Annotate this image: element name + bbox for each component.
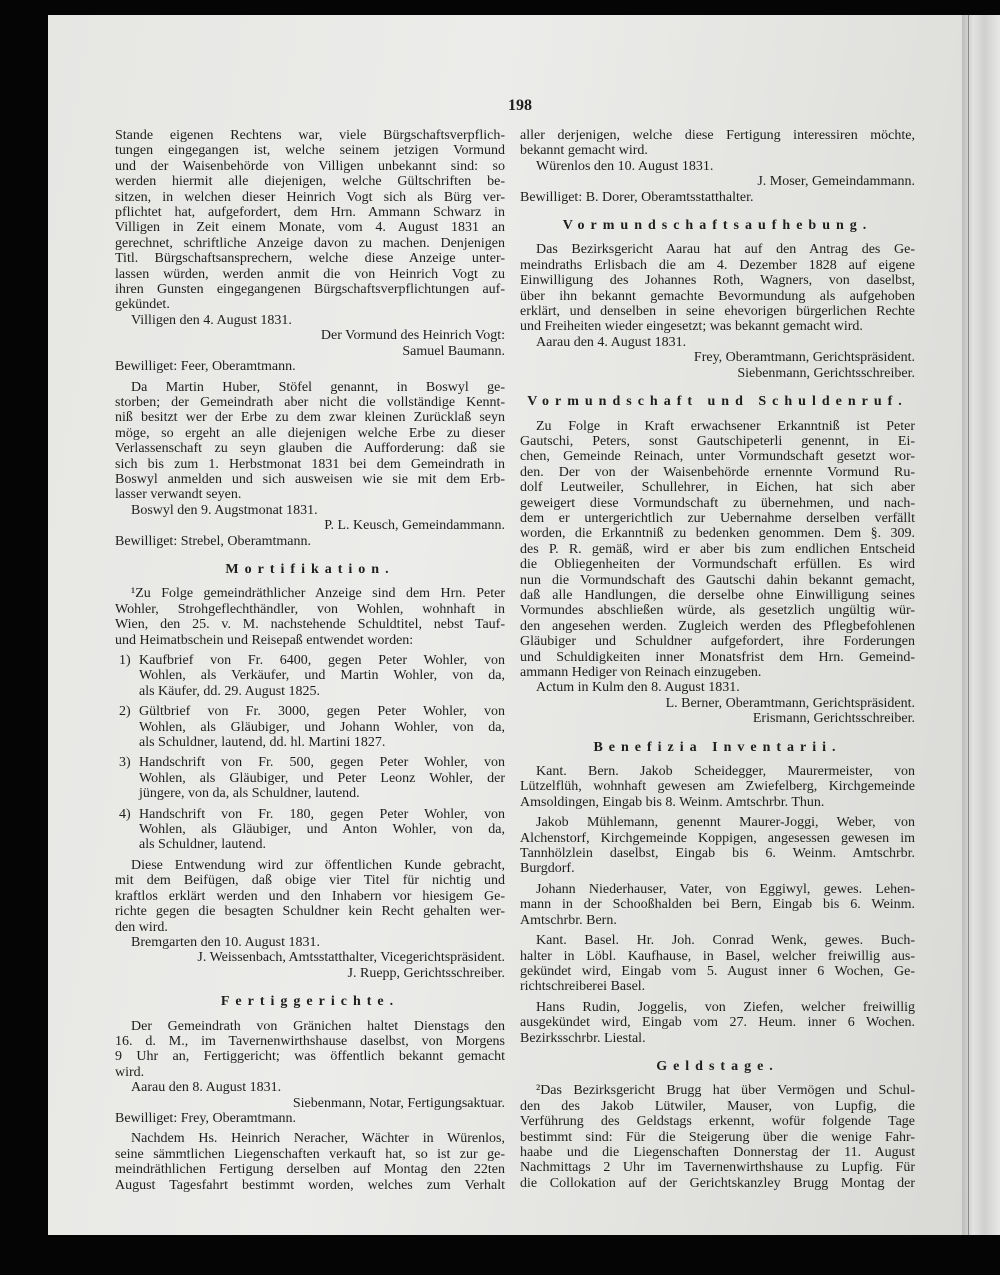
paragraph bbox=[520, 1083, 915, 1191]
signature-block bbox=[520, 174, 915, 189]
text-line: Lützelflüh, wohnhaft gewesen am Zwiefelberg, Kirchgemeinde bbox=[520, 779, 915, 795]
paragraph bbox=[115, 1019, 505, 1081]
text-line: Hans Rudin, Joggelis, von Ziefen, welcher freiwillig bbox=[536, 999, 915, 1015]
text-line: J. Ruepp, Gerichtsschreiber. bbox=[347, 965, 505, 981]
text-line: Vormundes abschließen würde, als gesetzlich ungültig wür- bbox=[520, 603, 915, 619]
text-line: Bremgarten den 10. August 1831. bbox=[131, 934, 320, 950]
text-line: J. Moser, Gemeindammann. bbox=[757, 174, 915, 190]
text-line: möge, so ergeht an alle diejenigen welche Erbe zu dieser bbox=[115, 425, 505, 441]
text-line: Samuel Baumann. bbox=[402, 343, 505, 359]
text-line: geweigert diese Vormundschaft zu übernehmen, und nach- bbox=[520, 495, 915, 511]
text-line: P. L. Keusch, Gemeindammann. bbox=[324, 518, 505, 534]
section-heading bbox=[520, 1059, 915, 1074]
text-line: Handschrift von Fr. 500, gegen Peter Wohler, von bbox=[139, 755, 505, 771]
item-number: 1) bbox=[119, 653, 131, 668]
text-line: Diese Entwendung wird zur öffentlichen Kunde gebracht, bbox=[131, 857, 505, 873]
text-line: haabe und die Liegenschaften Donnerstag der 11. August bbox=[520, 1144, 915, 1160]
text-line: Wohlen, als Gläubiger, und Peter Leonz Wohler, der bbox=[139, 770, 505, 786]
list-item bbox=[115, 653, 505, 699]
text-line: Villigen den 4. August 1831. bbox=[131, 312, 292, 328]
text-line: mann in der Schooßhalden bei Bern, Eingab bis 6. Weinm. bbox=[520, 897, 915, 913]
heading-text: Vormundschaft und Schuldenruf. bbox=[527, 394, 908, 410]
text-line: pflichtet hat, aufgefordert, dem Hrn. Ammann Schwarz in bbox=[115, 205, 505, 221]
text-line: Burgdorf. bbox=[520, 861, 575, 877]
paragraph bbox=[115, 380, 505, 503]
text-line: mit dem Beifügen, daß obige vier Titel für nichtig und bbox=[115, 873, 505, 889]
text-line: Da Martin Huber, Stöfel genannt, in Boswyl ge- bbox=[131, 379, 505, 395]
text-line: Amtschrbr. Bern. bbox=[520, 912, 617, 928]
text-line: Nachdem Hs. Heinrich Neracher, Wächter in Würenlos, bbox=[131, 1131, 505, 1147]
text-line: lasser verwandt seyen. bbox=[115, 487, 242, 503]
text-line: meindräthlichen Fertigung derselben auf Montag den 22ten bbox=[115, 1162, 505, 1178]
heading-text: Geldstage. bbox=[656, 1058, 779, 1074]
text-line: storben; der Gemeindrath aber nicht die vollständige Kennt- bbox=[115, 394, 505, 410]
text-line: Aarau den 8. August 1831. bbox=[131, 1080, 282, 1096]
text-line: Einwilligung des Johannes Roth, Wagners, von daselbst, bbox=[520, 273, 915, 289]
signature-block bbox=[115, 950, 505, 981]
text-line: Kant. Bern. Jakob Scheidegger, Maurermeister, von bbox=[536, 764, 915, 780]
section-heading bbox=[520, 394, 915, 409]
text-line: 16. d. M., im Tavernenwirthshause daselbst, von Morgens bbox=[115, 1033, 505, 1049]
paragraph bbox=[115, 534, 505, 549]
list-item bbox=[115, 704, 505, 750]
text-line: Bezirksschrbr. Liestal. bbox=[520, 1030, 646, 1046]
text-line: und Heimatbschein und Reisepaß entwendet worden: bbox=[115, 632, 414, 648]
text-line: L. Berner, Oberamtmann, Gerichtspräsident. bbox=[665, 695, 915, 711]
text-line: als Schuldner, lautend, dd. hl. Martini 1827. bbox=[139, 735, 386, 751]
text-line: den des Jakob Lütwiler, Mauser, von Lupfig, die bbox=[520, 1098, 915, 1114]
text-line: meindraths Erlisbach die am 4. Dezember 1828 auf eigene bbox=[520, 257, 915, 273]
text-line: J. Weissenbach, Amtsstatthalter, Vicegerichtspräsident. bbox=[197, 950, 505, 966]
text-line: Actum in Kulm den 8. August 1831. bbox=[536, 680, 740, 696]
text-line: Erismann, Gerichtsschreiber. bbox=[752, 711, 915, 727]
item-number: 3) bbox=[119, 755, 131, 771]
text-line: Wohler, Strohgeflechthändler, von Wohlen, wohnhaft in bbox=[115, 601, 505, 617]
text-line: den wird. bbox=[115, 919, 168, 935]
text-line: nun die Vormundschaft des Gautschi dahin bekannt gemacht, bbox=[520, 572, 915, 588]
signature-block bbox=[520, 696, 915, 727]
text-line: Siebenmann, Gerichtsschreiber. bbox=[737, 365, 915, 381]
text-line: Villigen in Zeit einem Monate, vom 4. August 1831 an bbox=[115, 220, 505, 236]
text-line: Verlassenschaft zu seyn glauben die Aufforderung: daß sie bbox=[115, 441, 505, 457]
signature-block bbox=[115, 1096, 505, 1111]
paragraph bbox=[115, 1131, 505, 1193]
text-line: seine sämmtlichen Liegenschaften verkauft hat, so ist zur ge- bbox=[115, 1146, 505, 1162]
text-line: kraftlos erklärt werden und den Inhabern vor hiesigem Ge- bbox=[115, 888, 505, 904]
text-line: ammann Hediger von Reinach einzugeben. bbox=[520, 665, 762, 680]
text-line: und der Waisenbehörde von Villigen unbekannt sind: so bbox=[115, 158, 505, 174]
text-line: wird. bbox=[115, 1064, 145, 1080]
dateline bbox=[520, 680, 915, 695]
dateline bbox=[115, 313, 505, 328]
text-line: Gläubiger und Schuldner aufgefordert, ihre Forderungen bbox=[520, 634, 915, 650]
text-line: August Tagesfahrt bestimmt worden, welches zum Verhalt bbox=[115, 1177, 505, 1193]
text-line: und Schuldigkeiten inner Monatsfrist dem Hrn. Gemeind- bbox=[520, 649, 915, 665]
text-line: richtschreiberei Basel. bbox=[520, 979, 646, 995]
text-line: Alchenstorf, Kirchgemeinde Koppigen, angesessen gewesen im bbox=[520, 830, 915, 846]
paragraph bbox=[520, 419, 915, 681]
text-line: sitzen, in welchen dieser Heinrich Vogt sich als Bürg ver- bbox=[115, 189, 505, 205]
dateline bbox=[115, 935, 505, 950]
text-line: den angesehen werden. Zugleich werden des Pflegbefohlenen bbox=[520, 618, 915, 634]
text-line: sich bis zum 1. Herbstmonat 1831 bei dem Gemeindrath in bbox=[115, 456, 505, 472]
paragraph bbox=[115, 586, 505, 648]
text-line: Verführung des Geldstags erkennt, wofür folgende Tage bbox=[520, 1114, 915, 1130]
text-line: Bewilliget: Feer, Oberamtmann. bbox=[115, 359, 296, 375]
text-line: Handschrift von Fr. 180, gegen Peter Wohler, von bbox=[139, 806, 505, 822]
text-line: daß alle Handlungen, die derselbe ohne Einwilligung seines bbox=[520, 587, 915, 603]
text-line: gerechnet, schriftliche Anzeige davon zu machen. Denjenigen bbox=[115, 235, 505, 251]
dateline bbox=[115, 1080, 505, 1095]
text-line: ihren Gunsten eingegangenen Bürgschaftsverpflichtungen auf- bbox=[115, 282, 505, 298]
text-line: aller derjenigen, welche diese Fertigung interessiren möchte, bbox=[520, 128, 915, 143]
signature-block bbox=[115, 518, 505, 533]
text-line: Zu Folge in Kraft erwachsener Erkanntniß ist Peter bbox=[536, 418, 915, 434]
paragraph bbox=[115, 858, 505, 935]
text-line: jüngere, von da, als Schuldner, lautend. bbox=[139, 786, 360, 802]
paragraph bbox=[520, 764, 915, 810]
signature-block bbox=[520, 350, 915, 381]
page-edge-line bbox=[968, 15, 969, 1235]
section-heading bbox=[115, 994, 505, 1009]
text-line: Wien, den 25. v. M. nachstehende Schuldtitel, nebst Tauf- bbox=[115, 617, 505, 633]
paragraph bbox=[520, 815, 915, 877]
text-line: Der Vormund des Heinrich Vogt: bbox=[320, 328, 505, 344]
text-line: Stande eigenen Rechtens war, viele Bürgschaftsverpflich- bbox=[115, 128, 505, 143]
text-line: Wohlen, als Gläubiger, und Johann Wohler, von da, bbox=[139, 719, 505, 735]
text-line: Würenlos den 10. August 1831. bbox=[536, 158, 714, 174]
text-line: Wohlen, als Verkäufer, und Martin Wohler, von da, bbox=[139, 668, 505, 684]
text-line: Der Gemeindrath von Gränichen haltet Dienstags den bbox=[131, 1018, 505, 1034]
paragraph bbox=[520, 190, 915, 205]
list-item bbox=[115, 807, 505, 853]
text-line: Wohlen, als Gläubiger, und Anton Wohler, von da, bbox=[139, 822, 505, 838]
dateline bbox=[520, 159, 915, 174]
text-line: Bewilliget: B. Dorer, Oberamtsstatthalter. bbox=[520, 189, 754, 205]
signature-block bbox=[115, 328, 505, 359]
text-line: Titl. Bürgschaftsansprechern, welche diese Anzeige unter- bbox=[115, 251, 505, 267]
paragraph bbox=[520, 128, 915, 159]
text-line: als Käufer, dd. 29. August 1825. bbox=[139, 683, 321, 699]
text-line: Jakob Mühlemann, genennt Maurer-Joggi, Weber, von bbox=[536, 815, 915, 831]
text-line: Das Bezirksgericht Aarau hat auf den Antrag des Ge- bbox=[536, 242, 915, 258]
text-line: als Schuldner, lautend. bbox=[139, 837, 266, 853]
text-line: Kant. Basel. Hr. Joh. Conrad Wenk, gewes. Buch- bbox=[536, 933, 915, 949]
section-heading bbox=[520, 218, 915, 233]
text-line: gekündet wird, Eingab vom 5. August inner 6 Wochen, Ge- bbox=[520, 963, 915, 979]
paragraph bbox=[520, 1000, 915, 1046]
text-line: Gautschi, Peters, sonst Gautschipeterli genennt, in Ei- bbox=[520, 433, 915, 449]
text-line: die Obliegenheiten der Vormundschaft erfüllen. Es wird bbox=[520, 557, 915, 573]
text-line: den. Der von der Waisenbehörde ernennte Vormund Ru- bbox=[520, 464, 915, 480]
text-line: dolf Leutweiler, Schullehrer, in Eichen, hat sich aber bbox=[520, 480, 915, 496]
section-heading bbox=[520, 740, 915, 755]
text-line: erklärt, und denselben in seine ehevorigen bürgerlichen Rechte bbox=[520, 304, 915, 320]
text-line: Bewilliget: Frey, Oberamtmann. bbox=[115, 1110, 297, 1126]
text-line: werden hiermit alle diejenigen, welche Gültschriften be- bbox=[115, 174, 505, 190]
left-column bbox=[115, 128, 505, 1193]
heading-text: Fertiggerichte. bbox=[220, 994, 400, 1010]
list-item bbox=[115, 755, 505, 801]
heading-text: Vormundschaftsaufhebung. bbox=[562, 218, 873, 234]
text-line: ²Das Bezirksgericht Brugg hat über Vermögen und Schul- bbox=[536, 1083, 915, 1099]
text-line: ¹Zu Folge gemeindräthlicher Anzeige sind dem Hrn. Peter bbox=[131, 586, 505, 602]
text-line: Nachmittags 2 Uhr im Tavernenwirthshause zu Lupfig. Für bbox=[520, 1160, 915, 1176]
right-column bbox=[520, 128, 915, 1191]
text-line: bekannt gemacht wird. bbox=[520, 143, 648, 159]
text-line: Tannhölzlein daselbst, Eingab bis 6. Weinm. Amtschrbr. bbox=[520, 846, 915, 862]
text-line: und Freiheiten wieder eingesetzt; was bekannt gemacht wird. bbox=[520, 319, 863, 335]
text-line: richte gegen die besagten Schuldner kein Recht gehalten wer- bbox=[115, 904, 505, 920]
heading-text: Mortifikation. bbox=[225, 561, 395, 577]
item-number: 2) bbox=[119, 704, 131, 720]
text-line: die Collokation auf der Gerichtskanzley Brugg Montag der bbox=[520, 1175, 915, 1191]
text-line: lassen würden, werden anmit die von Heinrich Vogt zu bbox=[115, 266, 505, 282]
text-line: über ihn bekannt gemachte Bevormundung als aufgehoben bbox=[520, 288, 915, 304]
page-number: 198 bbox=[508, 97, 532, 114]
dateline bbox=[520, 335, 915, 350]
text-line: Kaufbrief von Fr. 6400, gegen Peter Wohler, von bbox=[139, 653, 505, 668]
text-line: bestimmt sind: Für die Steigerung über die wenige Fahr- bbox=[520, 1129, 915, 1145]
text-line: chen, Gemeinde Reinach, unter Vormundschaft gesetzt wor- bbox=[520, 449, 915, 465]
dateline bbox=[115, 503, 505, 518]
text-line: ausgekündet wird, Eingab vom 27. Heum. inner 6 Wochen. bbox=[520, 1015, 915, 1031]
text-line: Boswyl den 9. Augstmonat 1831. bbox=[131, 502, 318, 518]
text-line: Bewilliget: Strebel, Oberamtmann. bbox=[115, 533, 311, 549]
paragraph bbox=[115, 128, 505, 313]
paragraph bbox=[520, 882, 915, 928]
paragraph bbox=[115, 359, 505, 374]
text-line: 9 Uhr an, Fertiggericht; was öffentlich bekannt gemacht bbox=[115, 1049, 505, 1065]
text-line: Johann Niederhauser, Vater, von Eggiwyl, gewes. Lehen- bbox=[536, 881, 915, 897]
text-line: Siebenmann, Notar, Fertigungsaktuar. bbox=[292, 1095, 505, 1111]
text-line: Amsoldingen, Eingab bis 8. Weinm. Amtschrbr. Thun. bbox=[520, 794, 825, 810]
section-heading bbox=[115, 562, 505, 577]
text-line: des P. R. gemäß, wird er aber bis zum endlichen Entscheid bbox=[520, 541, 915, 557]
text-line: Boswyl anmelden und sich ausweisen wie sie mit dem Erb- bbox=[115, 471, 505, 487]
item-number: 4) bbox=[119, 806, 131, 822]
text-line: dem er untergerichtlich zur Uebernahme derselben verfällt bbox=[520, 510, 915, 526]
paragraph bbox=[520, 242, 915, 334]
text-line: tungen eingegangen ist, welche seinem jetzigen Vormund bbox=[115, 143, 505, 159]
text-line: halter in Löbl. Kaufhause, in Basel, welcher freiwillig aus- bbox=[520, 948, 915, 964]
text-line: Gültbrief von Fr. 3000, gegen Peter Wohler, von bbox=[139, 704, 505, 720]
text-line: worden, die Erkanntniß zu bedenken genommen. Dem §. 309. bbox=[520, 526, 915, 542]
text-line: gekündet. bbox=[115, 297, 170, 313]
paragraph bbox=[520, 933, 915, 995]
text-line: niß besitzt wer der Erbe zu dem zwar kleinen Zurücklaß seyn bbox=[115, 410, 505, 426]
paragraph bbox=[115, 1111, 505, 1126]
text-line: Frey, Oberamtmann, Gerichtspräsident. bbox=[693, 350, 915, 366]
heading-text: Benefizia Inventarii. bbox=[593, 739, 842, 755]
text-line: Aarau den 4. August 1831. bbox=[536, 334, 687, 350]
